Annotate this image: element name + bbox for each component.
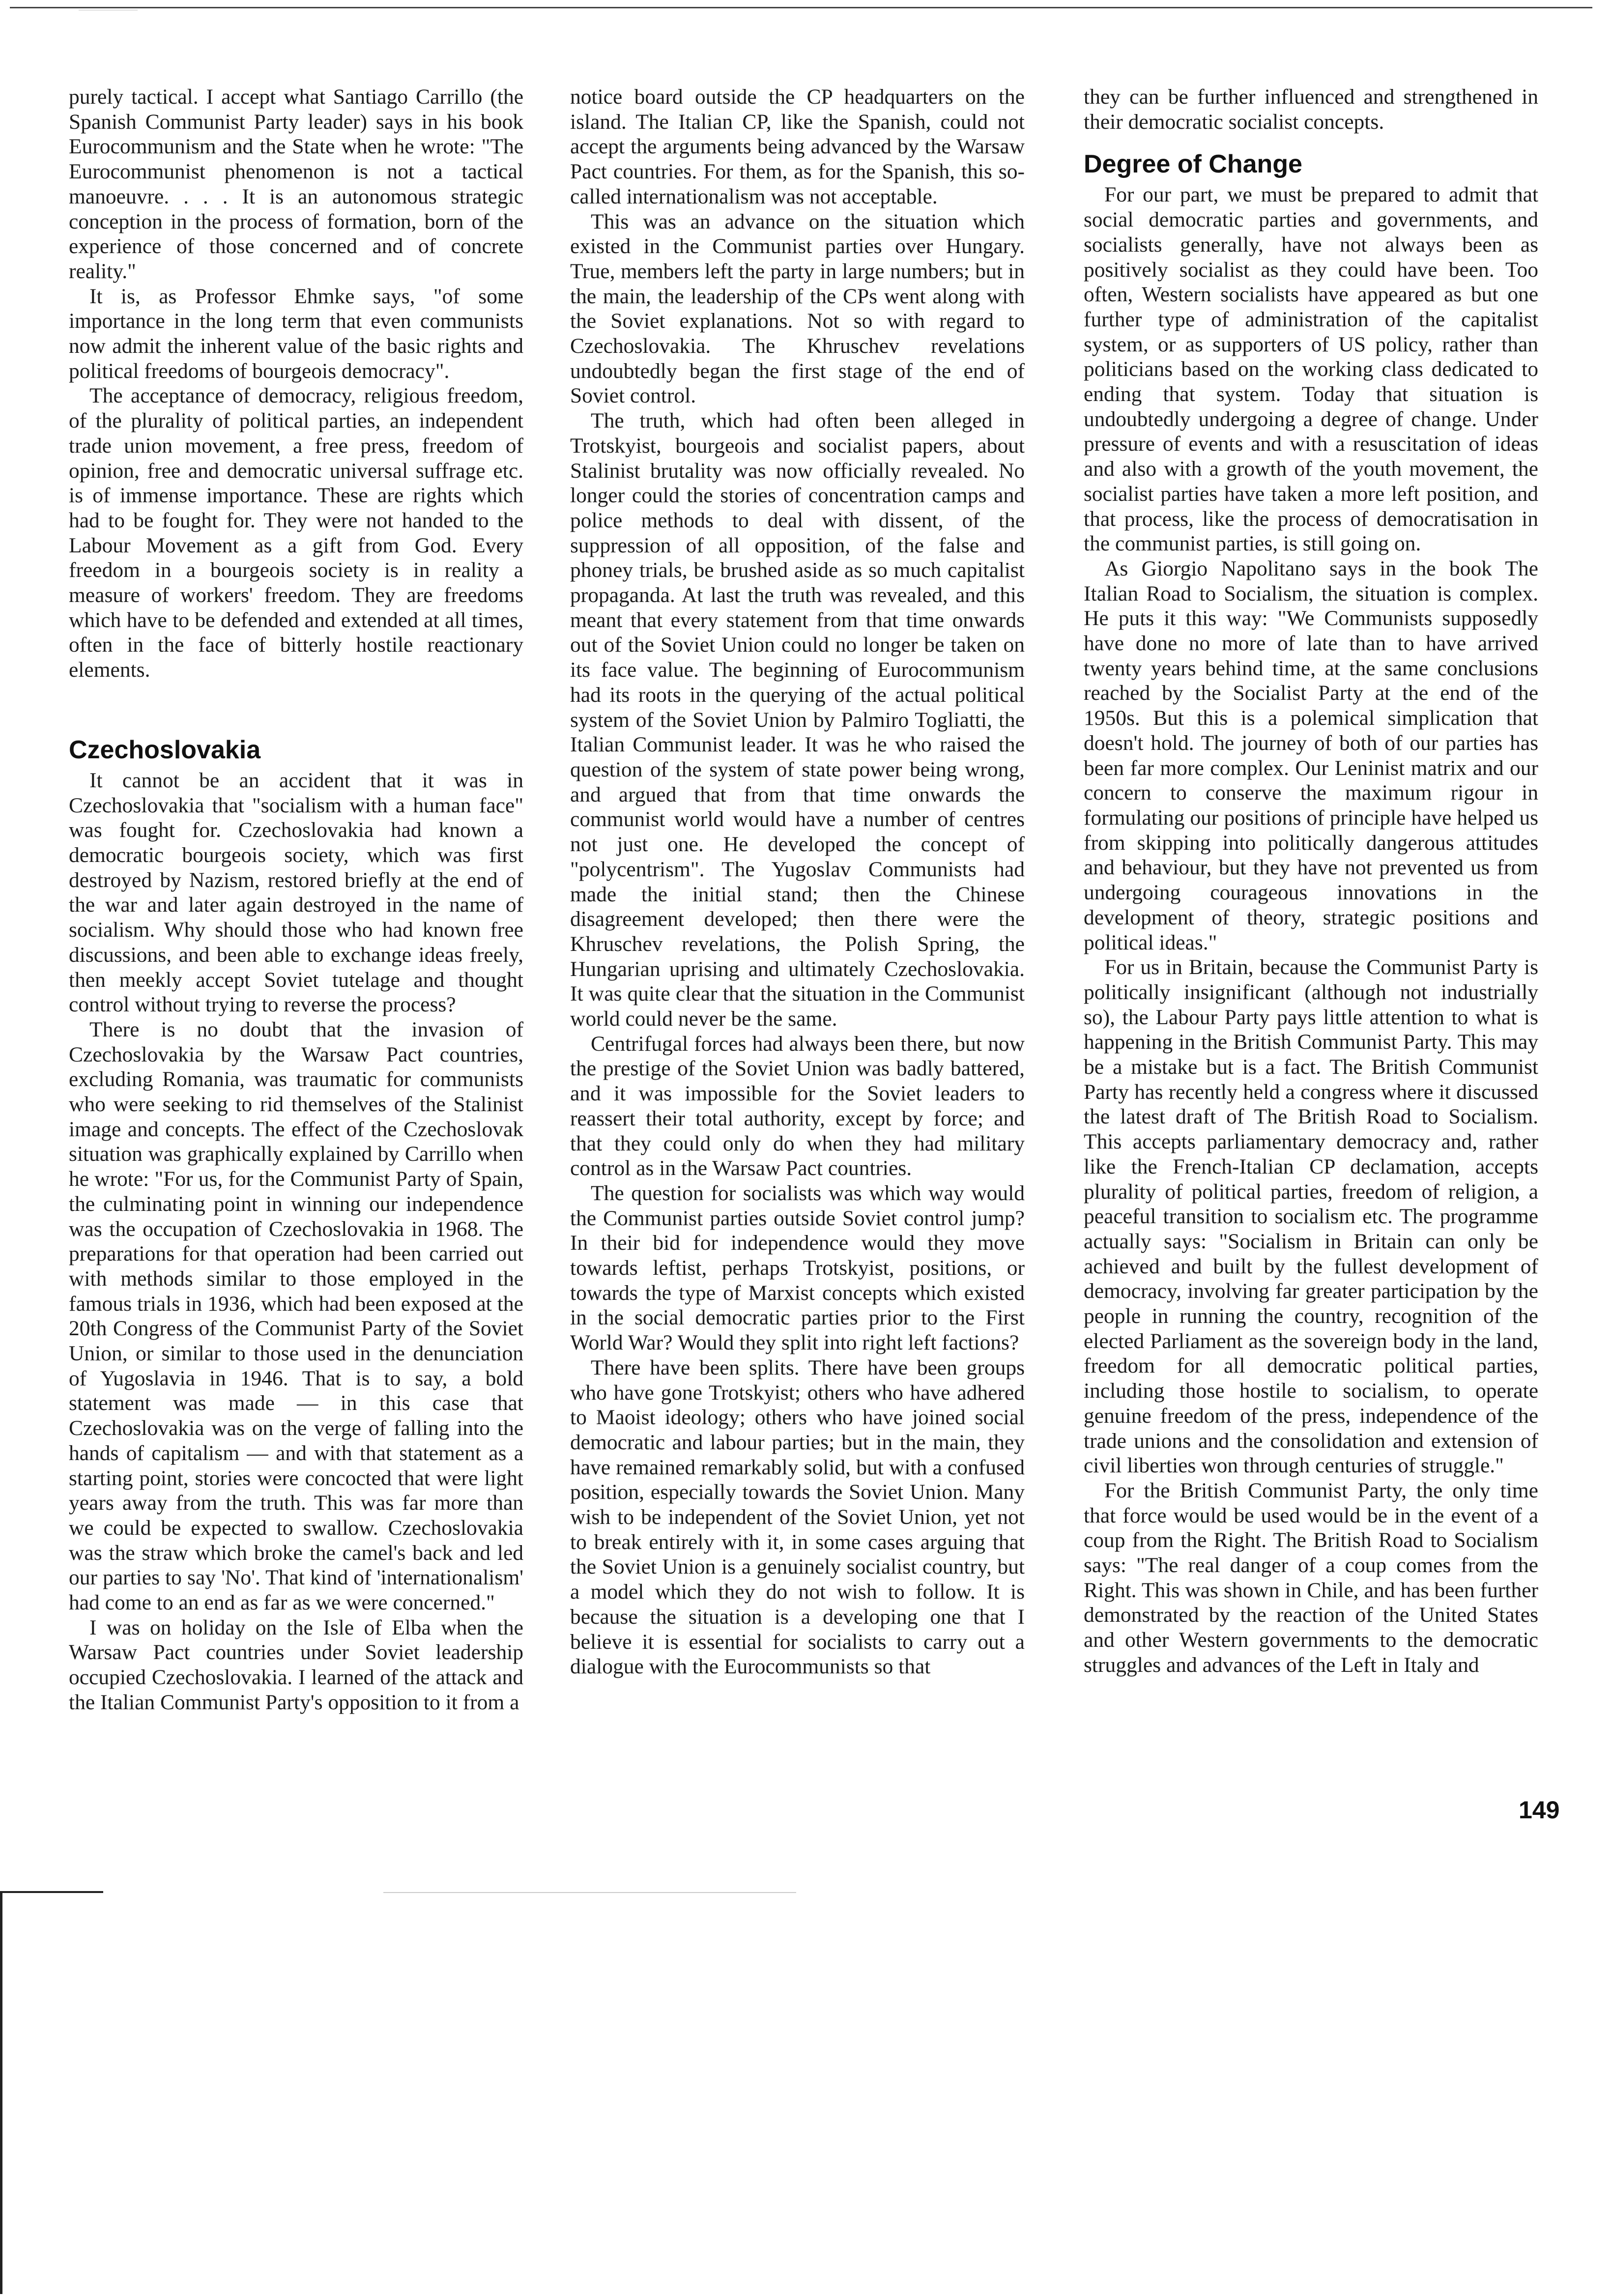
text-column-1 <box>69 85 523 1903</box>
paragraph: notice board outside the CP headquarters on the island. The Italian CP, like the Spanish, could not accept the arguments being advanced by the Warsaw Pact countries. For them, as for the Spanish, this so-called internationalism was not acceptable. <box>570 85 1025 208</box>
paragraph: For our part, we must be prepared to admit that social democratic parties and governments, and socialists generally, have not always been as positively socialist as they could have been. Too often, Western socialists have appeared as but one further type of administration of the capitalist system, or as supporters of US policy, rather than politicians based on the working class dedicated to ending that system. Today that situation is undoubtedly undergoing a degree of change. Under pressure of events and with a resuscitation of ideas and also with a growth of the youth movement, the socialist parties have taken a more left position, and that process, like the process of democratisation in the communist parties, is still going on. <box>1084 183 1538 556</box>
paragraph: The truth, which had often been alleged in Trotskyist, bourgeois and socialist papers, about Stalinist brutality was now officially revealed. No longer could the stories of concentration camps and police methods to deal with dissent, of the suppression of all opposition, of the false and phoney trials, be brushed aside as so much capitalist propaganda. At last the truth was revealed, and this meant that every statement from that time onwards out of the Soviet Union could no longer be taken on its face value. The beginning of Eurocommunism had its roots in the querying of the actual political system of the Soviet Union by Palmiro Togliatti, the Italian Communist leader. It was he who raised the question of the system of state power being wrong, and argued that from that time onwards the communist world would have a number of centres not just one. He developed the concept of "polycentrism". The Yugoslav Communists had made the initial stand; then the Chinese disagreement developed; then there were the Khruschev revelations, the Polish Spring, the Hungarian uprising and ultimately Czechoslovakia. It was quite clear that the situation in the Communist world could never be the same. <box>570 409 1025 1031</box>
paragraph: The question for socialists was which way would the Communist parties outside Soviet control jump? In their bid for independence would they move towards leftist, perhaps Trotskyist, positions, or towards the type of Marxist concepts which existed in the social democratic parties prior to the First World War? Would they split into right left factions? <box>570 1181 1025 1355</box>
paragraph: Centrifugal forces had always been there, but now the prestige of the Soviet Union was badly battered, and it was impossible for the Soviet leaders to reassert their total authority, except by force; and that they could only do when they had military control as in the Warsaw Pact countries. <box>570 1032 1025 1180</box>
page-number: 149 <box>1519 1796 1560 1824</box>
paragraph: For the British Communist Party, the only time that force would be used would be in the event of a coup from the Right. The British Road to Socialism says: "The real danger of a coup comes from the Right. This was shown in Chile, and has been further demonstrated by the reaction of the United States and other Western governments to the democratic struggles and advances of the Left in Italy and <box>1084 1478 1538 1677</box>
paragraph: There is no doubt that the invasion of Czechoslovakia by the Warsaw Pact countries, excluding Romania, was traumatic for communists who were seeking to rid themselves of the Stalinist image and concepts. The effect of the Czechoslovak situation was graphically explained by Carrillo when he wrote: "For us, for the Communist Party of Spain, the culminating point in winning our independence was the occupation of Czechoslovakia in 1968. The preparations for that operation had been carried out with methods similar to those employed in the famous trials in 1936, which had been exposed at the 20th Congress of the Communist Party of the Soviet Union, or similar to those used in the denunciation of Yugoslavia in 1946. That is to say, a bold statement was made — in this case that Czechoslovakia was on the verge of falling into the hands of capitalism — and with that statement as a starting point, stories were concocted that were light years away from the truth. This was far more than we could be expected to swallow. Czechoslovakia was the straw which broke the camel's back and led our parties to say 'No'. That kind of 'internationalism' had come to an end as far as we were concerned." <box>69 1017 523 1615</box>
section-heading-czechoslovakia: Czechoslovakia <box>69 735 261 764</box>
paragraph: purely tactical. I accept what Santiago Carrillo (the Spanish Communist Party leader) says in his book Eurocommunism and the State when he wrote: "The Eurocommunist phenomenon is not a tactical manoeuvre. . . . It is an autonomous strategic conception in the process of formation, born of the experience of those concerned and of concrete reality." <box>69 85 523 283</box>
paragraph: For us in Britain, because the Communist Party is politically insignificant (although not industrially so), the Labour Party pays little attention to what is happening in the British Communist Party. This may be a mistake but is a fact. The British Communist Party has recently held a congress where it discussed the latest draft of The British Road to Socialism. This accepts parliamentary democracy and, rather like the French-Italian CP declamation, accepts plurality of political parties, freedom of religion, a peaceful transition to socialism etc. The programme actually says: "Socialism in Britain can only be achieved and built by the fullest development of democracy, involving far greater participation by the people in running the country, recognition of the elected Parliament as the sovereign body in the land, freedom for all democratic political parties, including those hostile to socialism, to operate genuine freedom of the press, independence of the trade unions and the consolidation and extension of civil liberties won through centuries of struggle." <box>1084 955 1538 1478</box>
paragraph: There have been splits. There have been groups who have gone Trotskyist; others who have adhered to Maoist ideology; others who have joined social democratic and labour parties; but in the main, they have remained remarkably solid, but with a confused position, especially towards the Soviet Union. Many wish to be independent of the Soviet Union, yet not to break entirely with it, in some cases arguing that the Soviet Union is a genuinely socialist country, but a model which they do not wish to follow. It is because the situation is a developing one that I believe it is essential for socialists to carry out a dialogue with the Eurocommunists so that <box>570 1355 1025 1679</box>
text-column-3 <box>1084 85 1538 1903</box>
paragraph: I was on holiday on the Isle of Elba when the Warsaw Pact countries under Soviet leadership occupied Czechoslovakia. I learned of the attack and the Italian Communist Party's opposition to it from a <box>69 1615 523 1714</box>
paragraph: As Giorgio Napolitano says in the book The Italian Road to Socialism, the situation is complex. He puts it this way: "We Communists supposedly have done no more of late than to have arrived twenty years behind time, at the same conclusions reached by the Socialist Party at the end of the 1950s. But this is a polemical simplication that doesn't hold. The journey of both of our parties has been far more complex. Our Leninist matrix and our concern to conserve the maximum rigour in formulating our positions of principle have helped us from skipping into politically dangerous attitudes and behaviour, but they have not prevented us from undergoing courageous innovations in the development of theory, strategic positions and political ideas." <box>1084 556 1538 954</box>
paragraph: The acceptance of democracy, religious freedom, of the plurality of political parties, an independent trade union movement, a free press, freedom of opinion, free and democratic universal suffrage etc. is of immense importance. These are rights which had to be fought for. They were not handed to the Labour Movement as a gift from God. Every freedom in a bourgeois society is in reality a measure of workers' freedom. They are freedoms which have to be defended and extended at all times, often in the face of bitterly hostile reactionary elements. <box>69 384 523 682</box>
paragraph: they can be further influenced and strengthened in their democratic socialist concepts. <box>1084 85 1538 134</box>
text-column-2 <box>570 85 1025 1903</box>
paragraph: It cannot be an accident that it was in Czechoslovakia that "socialism with a human face" was fought for. Czechoslovakia had known a democratic bourgeois society, which was first destroyed by Nazism, restored briefly at the end of the war and later again destroyed in the name of socialism. Why should those who had known free discussions, and been able to exchange ideas freely, then meekly accept Soviet tutelage and thought control without trying to reverse the process? <box>69 768 523 1017</box>
paragraph: It is, as Professor Ehmke says, "of some importance in the long term that even communists now admit the inherent value of the basic rights and political freedoms of bourgeois democracy". <box>69 284 523 383</box>
section-heading-degree-of-change: Degree of Change <box>1084 150 1302 179</box>
page-edge <box>0 1891 2 2294</box>
paragraph: This was an advance on the situation which existed in the Communist parties over Hungary. True, members left the party in large numbers; but in the main, the leadership of the CPs went along with the Soviet explanations. Not so with regard to Czechoslovakia. The Khruschev revelations undoubtedly began the first stage of the end of Soviet control. <box>570 209 1025 408</box>
bottom-rule <box>0 1891 103 1893</box>
bottom-rule-faint <box>383 1892 796 1893</box>
top-rule <box>10 7 1592 8</box>
